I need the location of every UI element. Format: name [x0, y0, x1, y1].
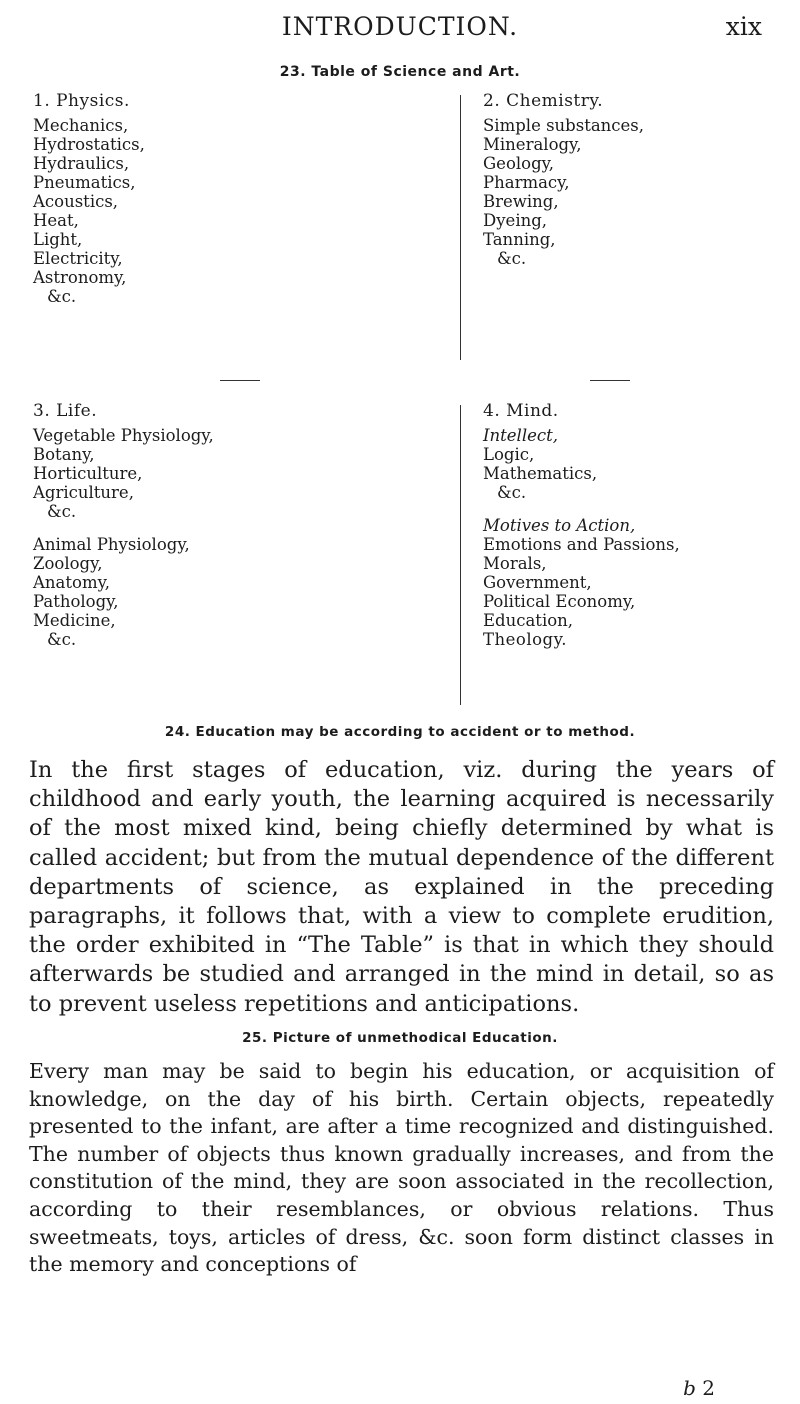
section-24-body: In the first stages of education, viz. during the years of childhood and early youth, the learning acquired is necessarily of the most mixed kind, being chiefly determined by what is called accident; but from the mutual dependence of the different departments of science, as explained in the preceding paragraphs, it follows that, with a view to complete erudition, the order exhibited in “The Table” is that in which they should afterwards be studied and arranged in the mind in detail, so as to prevent useless repetitions and anticipations.: [29, 757, 774, 1017]
chemistry-item: Dyeing,: [483, 211, 548, 230]
mind-item: &c.: [497, 483, 527, 502]
life-item: Pathology,: [33, 592, 119, 611]
mind-item: Education,: [483, 611, 574, 630]
physics-item: Hydrostatics,: [33, 135, 145, 154]
life-item: &c.: [47, 502, 77, 521]
physics-heading: 1. Physics.: [33, 91, 130, 111]
life-item: Anatomy,: [33, 573, 110, 592]
chemistry-item: &c.: [497, 249, 527, 268]
mind-item: Political Economy,: [483, 592, 636, 611]
physics-column: [33, 92, 373, 306]
physics-item: Light,: [33, 230, 83, 249]
chemistry-item: Mineralogy,: [483, 135, 582, 154]
mind-intellect-title: Intellect,: [483, 426, 558, 445]
separator-dash-left: [220, 380, 260, 381]
physics-item: Electricity,: [33, 249, 123, 268]
physics-item: Mechanics,: [33, 116, 129, 135]
physics-item: Heat,: [33, 211, 79, 230]
chemistry-item: Brewing,: [483, 192, 559, 211]
section-25-body: Every man may be said to begin his education, or acquisition of knowledge, on the day of his birth. Certain objects, repeatedly presented to the infant, are after a time recognized and distinguished. The number of objects thus known gradually increases, and from the constitution of the mind, they are soon associated in the recollection, according to their resemblances, or obvious relations. Thus sweetmeats, toys, articles of dress, &c. soon form distinct classes in the memory and conceptions of: [29, 1059, 774, 1277]
mind-item: Logic,: [483, 445, 535, 464]
chemistry-item: Simple substances,: [483, 116, 645, 135]
mind-item: Mathematics,: [483, 464, 598, 483]
mind-motives-title: Motives to Action,: [483, 516, 636, 535]
life-item: Animal Physiology,: [33, 535, 190, 554]
life-item: Agriculture,: [33, 483, 134, 502]
signature-mark: [683, 1376, 715, 1400]
chemistry-heading: 2. Chemistry.: [483, 91, 604, 111]
physics-item: &c.: [47, 287, 77, 306]
chemistry-column: [483, 92, 800, 268]
physics-item: Hydraulics,: [33, 154, 130, 173]
separator-dash-right: [590, 380, 630, 381]
life-item: Horticulture,: [33, 464, 143, 483]
running-head: INTRODUCTION.: [281, 12, 519, 41]
signature-number: 2: [702, 1376, 715, 1400]
signature-letter: b: [683, 1376, 696, 1400]
life-item: Medicine,: [33, 611, 116, 630]
physics-item: Pneumatics,: [33, 173, 136, 192]
section-24-title: 24. Education may be according to accident or to method.: [164, 724, 636, 740]
mind-column: [483, 402, 800, 649]
mind-item: Government,: [483, 573, 592, 592]
life-item: &c.: [47, 630, 77, 649]
life-item: Botany,: [33, 445, 95, 464]
chemistry-item: Pharmacy,: [483, 173, 570, 192]
section-23-title: 23. Table of Science and Art.: [279, 64, 521, 80]
chemistry-item: Tanning,: [483, 230, 556, 249]
physics-item: Astronomy,: [33, 268, 127, 287]
page-number: xix: [725, 12, 762, 41]
column-divider-top: [460, 95, 461, 360]
column-divider-bottom: [460, 405, 461, 705]
mind-item: Morals,: [483, 554, 547, 573]
life-item: Zoology,: [33, 554, 103, 573]
mind-item: Theology.: [483, 630, 567, 649]
life-heading: 3. Life.: [33, 401, 98, 421]
page-header: [0, 12, 800, 52]
chemistry-item: Geology,: [483, 154, 555, 173]
mind-heading: 4. Mind.: [483, 401, 559, 421]
mind-item: Emotions and Passions,: [483, 535, 680, 554]
section-25-title: 25. Picture of unmethodical Education.: [242, 1030, 558, 1046]
life-column: [33, 402, 373, 649]
physics-item: Acoustics,: [33, 192, 119, 211]
life-item: Vegetable Physiology,: [33, 426, 214, 445]
